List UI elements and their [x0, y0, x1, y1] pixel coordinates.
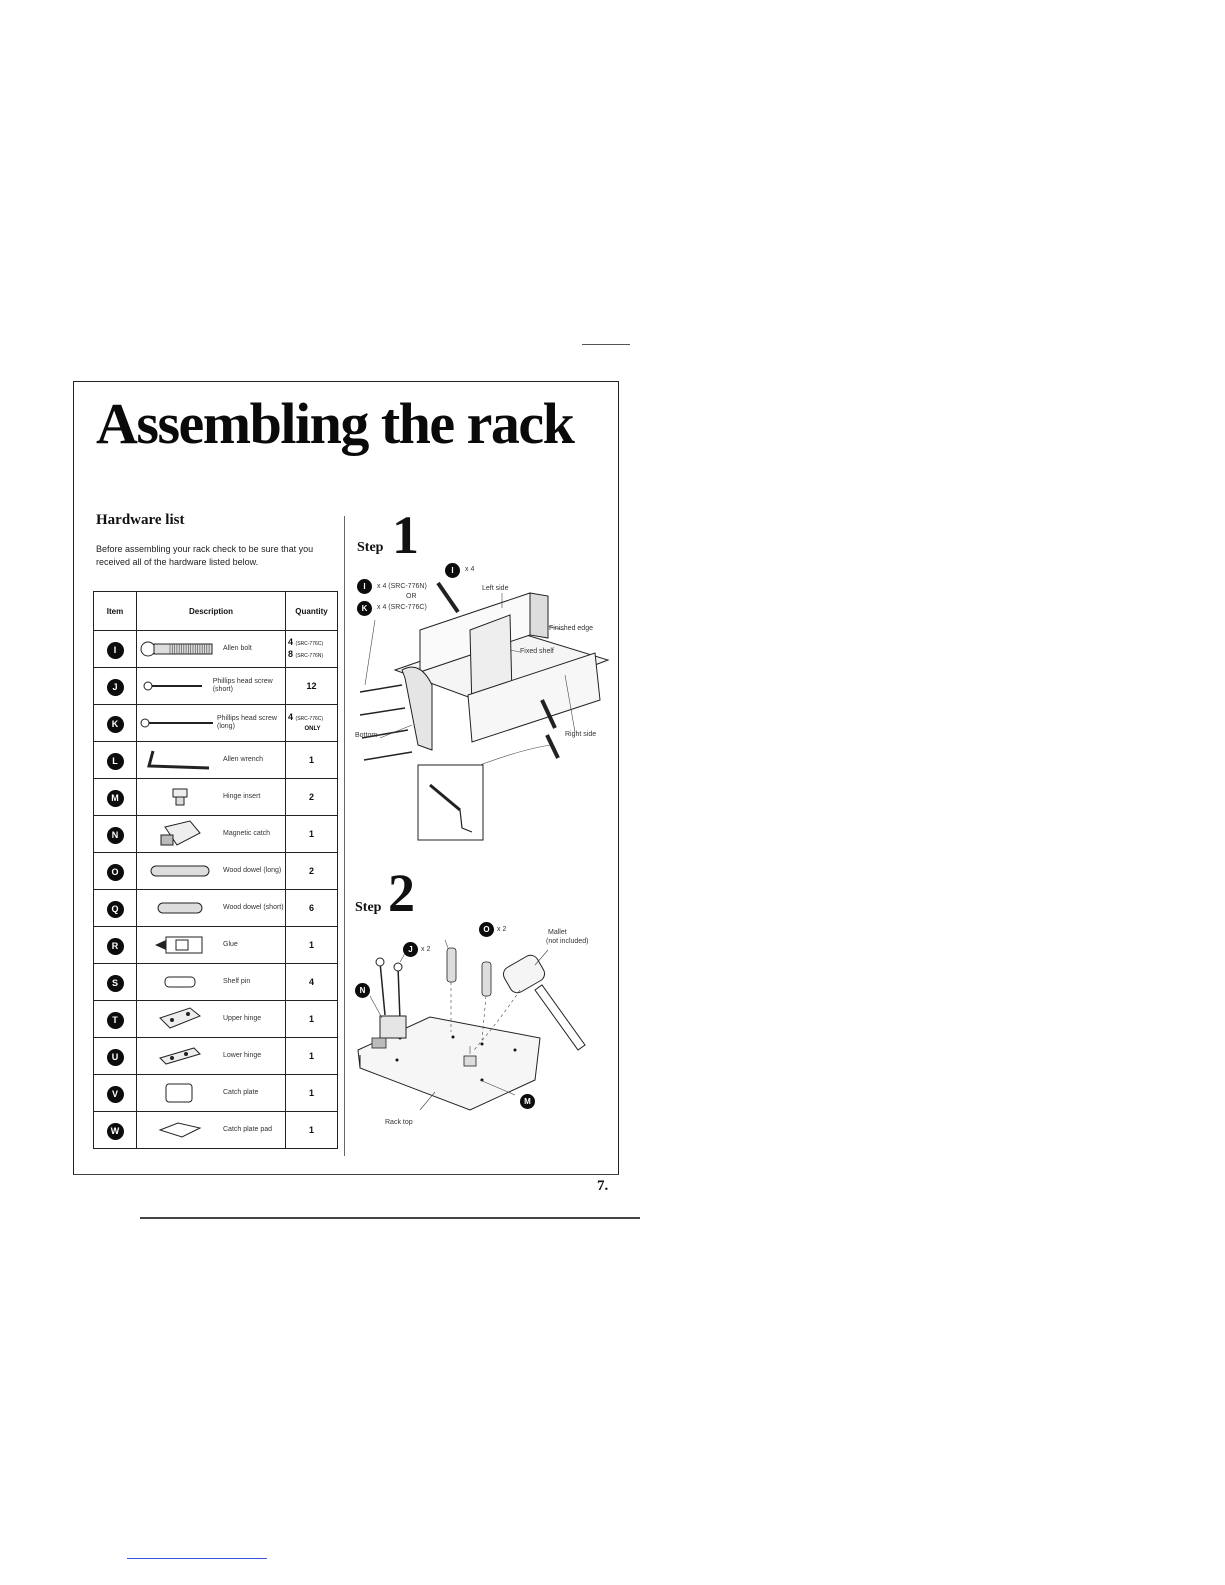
- hinge-insert-icon: [137, 779, 223, 815]
- description-cell: [137, 1038, 286, 1075]
- hardware-table: [93, 591, 338, 1149]
- description-cell: [137, 742, 286, 779]
- callout-k-left-qty: x 4 (SRC-776C): [377, 604, 427, 611]
- label-fixed-shelf: Fixed shelf: [520, 648, 554, 655]
- description-cell: [137, 1112, 286, 1149]
- quantity-value: 12: [306, 681, 317, 691]
- lower-hinge-icon: [137, 1038, 223, 1074]
- description-label: Upper hinge: [223, 1015, 262, 1022]
- label-right-side: Right side: [565, 731, 597, 738]
- dowel-short-icon: [137, 890, 223, 926]
- quantity-model-note: (SRC-776N): [295, 653, 324, 659]
- item-letter-badge: V: [107, 1086, 124, 1103]
- label-bottom: Bottom: [355, 732, 378, 739]
- quantity-cell: [286, 890, 338, 927]
- quantity-cell: [286, 705, 338, 742]
- callout-or: OR: [406, 593, 417, 600]
- quantity-value: 1: [308, 1125, 314, 1135]
- shelf-pin-icon: [137, 964, 223, 1000]
- dowel-long-icon: [137, 853, 223, 889]
- item-cell: [94, 853, 137, 890]
- callout-j-qty: x 2: [421, 946, 431, 953]
- item-cell: [94, 1001, 137, 1038]
- item-letter-badge: L: [107, 753, 124, 770]
- callout-i-left-qty: x 4 (SRC-776N): [377, 583, 427, 590]
- quantity-cell: [286, 853, 338, 890]
- item-cell: [94, 964, 137, 1001]
- description-label: Allen wrench: [223, 756, 264, 763]
- table-row: [94, 1075, 338, 1112]
- callout-j: J: [403, 942, 418, 957]
- item-letter-badge: K: [107, 716, 124, 733]
- blue-underline: [127, 1558, 267, 1559]
- quantity-cell: [286, 742, 338, 779]
- table-row: [94, 927, 338, 964]
- description-cell: [137, 668, 286, 705]
- step1-number: 1: [392, 505, 419, 565]
- screw-long-icon: [137, 705, 217, 741]
- label-mallet: Mallet: [548, 929, 567, 936]
- label-finished-edge: Finished edge: [549, 625, 593, 632]
- item-letter-badge: W: [107, 1123, 124, 1140]
- quantity-cell: [286, 779, 338, 816]
- quantity-value: 6: [308, 903, 314, 913]
- quantity-value: 4: [308, 977, 314, 987]
- item-cell: [94, 779, 137, 816]
- step2-number: 2: [388, 863, 415, 923]
- page-title: Assembling the rack: [96, 391, 574, 456]
- quantity-cell: [286, 1001, 338, 1038]
- column-header-quantity: Quantity: [286, 592, 338, 631]
- quantity-cell: [286, 668, 338, 705]
- description-cell: [137, 816, 286, 853]
- allen-wrench-icon: [137, 742, 223, 778]
- item-cell: [94, 668, 137, 705]
- table-row: [94, 742, 338, 779]
- quantity-value: 4: [288, 637, 294, 647]
- item-cell: [94, 705, 137, 742]
- callout-o-qty: x 2: [497, 926, 507, 933]
- table-row: [94, 779, 338, 816]
- callout-i-left: I: [357, 579, 372, 594]
- quantity-value: 1: [308, 940, 314, 950]
- label-left-side: Left side: [482, 585, 509, 592]
- quantity-cell: [286, 631, 338, 668]
- quantity-value: 4: [288, 712, 294, 722]
- description-label: Hinge insert: [223, 793, 261, 800]
- item-letter-badge: I: [107, 642, 124, 659]
- callout-i-top-qty: x 4: [465, 566, 475, 573]
- quantity-cell: [286, 927, 338, 964]
- item-letter-badge: Q: [107, 901, 124, 918]
- table-row: [94, 1112, 338, 1149]
- quantity-value: 1: [308, 1051, 314, 1061]
- item-cell: [94, 1112, 137, 1149]
- quantity-cell: [286, 964, 338, 1001]
- hardware-heading: Hardware list: [96, 512, 185, 528]
- table-row: [94, 705, 338, 742]
- item-cell: [94, 631, 137, 668]
- description-label: Catch plate: [223, 1089, 259, 1096]
- description-cell: [137, 705, 286, 742]
- quantity-cell: [286, 1112, 338, 1149]
- item-cell: [94, 927, 137, 964]
- table-row: [94, 668, 338, 705]
- item-cell: [94, 890, 137, 927]
- quantity-model-note: (SRC-776C): [295, 716, 324, 722]
- callout-n: N: [355, 983, 370, 998]
- item-letter-badge: O: [107, 864, 124, 881]
- item-cell: [94, 816, 137, 853]
- quantity-value: 1: [308, 755, 314, 765]
- callout-i-top: I: [445, 563, 460, 578]
- callout-m: M: [520, 1094, 535, 1109]
- quantity-only-note: ONLY: [304, 726, 321, 732]
- item-letter-badge: T: [107, 1012, 124, 1029]
- quantity-value: 2: [308, 792, 314, 802]
- step1-label: Step: [357, 540, 384, 555]
- description-cell: [137, 1001, 286, 1038]
- quantity-value: 1: [308, 1088, 314, 1098]
- description-label: Phillips head screw (short): [212, 678, 273, 693]
- quantity-cell: [286, 1038, 338, 1075]
- description-label: Catch plate pad: [223, 1126, 273, 1133]
- catch-plate-pad-icon: [137, 1112, 223, 1148]
- step2-label: Step: [355, 900, 382, 915]
- description-label: Phillips head screw (long): [217, 715, 277, 730]
- upper-hinge-icon: [137, 1001, 223, 1037]
- table-row: [94, 890, 338, 927]
- table-row: [94, 853, 338, 890]
- item-cell: [94, 1038, 137, 1075]
- quantity-value: 2: [308, 866, 314, 876]
- magnetic-catch-icon: [137, 816, 223, 852]
- description-cell: [137, 964, 286, 1001]
- description-label: Shelf pin: [223, 978, 251, 985]
- table-row: [94, 964, 338, 1001]
- description-label: Glue: [223, 941, 238, 948]
- label-mallet-note: (not included): [546, 938, 589, 945]
- quantity-model-note: (SRC-776C): [295, 641, 324, 647]
- table-row: [94, 631, 338, 668]
- page-number: 7.: [597, 1178, 609, 1194]
- allen-bolt-icon: [137, 631, 223, 667]
- description-label: Wood dowel (short): [223, 904, 284, 911]
- item-letter-badge: U: [107, 1049, 124, 1066]
- item-letter-badge: J: [107, 679, 124, 696]
- quantity-cell: [286, 1075, 338, 1112]
- description-cell: [137, 631, 286, 668]
- column-header-item: Item: [94, 592, 137, 631]
- callout-k-left: K: [357, 601, 372, 616]
- item-letter-badge: R: [107, 938, 124, 955]
- quantity-cell: [286, 816, 338, 853]
- description-label: Wood dowel (long): [223, 867, 282, 874]
- quantity-value: 1: [308, 829, 314, 839]
- description-label: Magnetic catch: [223, 830, 271, 837]
- table-row: [94, 1001, 338, 1038]
- description-label: Lower hinge: [223, 1052, 262, 1059]
- description-cell: [137, 890, 286, 927]
- description-label: Allen bolt: [223, 645, 252, 652]
- item-cell: [94, 1075, 137, 1112]
- item-letter-badge: M: [107, 790, 124, 807]
- item-cell: [94, 742, 137, 779]
- screw-short-icon: [137, 668, 213, 704]
- glue-icon: [137, 927, 223, 963]
- description-cell: [137, 853, 286, 890]
- label-rack-top: Rack top: [385, 1119, 413, 1126]
- column-header-description: Description: [137, 592, 286, 631]
- item-letter-badge: S: [107, 975, 124, 992]
- table-row: [94, 1038, 338, 1075]
- hardware-intro: Before assembling your rack check to be sure that you received all of the hardware listed below.: [96, 544, 314, 567]
- table-row: [94, 816, 338, 853]
- bottom-rule: [140, 1217, 640, 1219]
- callout-o: O: [479, 922, 494, 937]
- column-divider: [344, 516, 345, 1156]
- description-cell: [137, 927, 286, 964]
- quantity-value: 8: [288, 649, 294, 659]
- catch-plate-icon: [137, 1075, 223, 1111]
- step2-diagram: [350, 920, 615, 1135]
- top-rule: [582, 344, 630, 345]
- description-cell: [137, 1075, 286, 1112]
- item-letter-badge: N: [107, 827, 124, 844]
- quantity-value: 1: [308, 1014, 314, 1024]
- description-cell: [137, 779, 286, 816]
